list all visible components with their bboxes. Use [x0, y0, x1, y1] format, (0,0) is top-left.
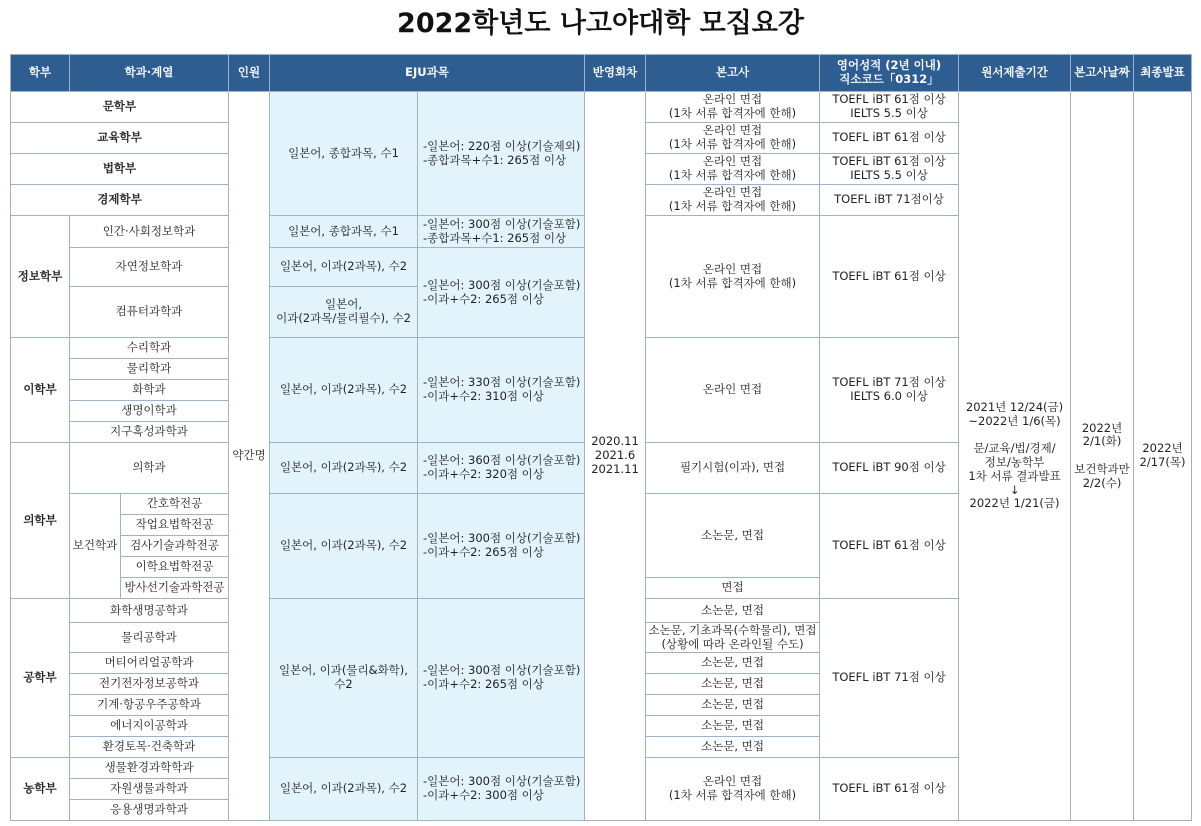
header-row	[11, 55, 1192, 92]
exam-line: (1차 서류 합격자에 한해)	[668, 168, 797, 182]
dept-cell: 에너지이공학과	[70, 716, 229, 737]
round-cell	[585, 92, 646, 821]
english-line: TOEFL iBT 61점 이상	[832, 92, 946, 107]
exam-line: 온라인 면접	[702, 185, 763, 200]
subject-cell: 일본어, 이과(2과목), 수2	[270, 248, 418, 287]
exam-cell	[646, 123, 820, 154]
exam-cell	[646, 154, 820, 185]
major-cell: 방사선기술과학전공	[121, 578, 229, 599]
application-line: 2022년 1/21(금)	[969, 496, 1060, 511]
faculty-cell: 이학부	[11, 338, 70, 443]
subject-cell: 일본어, 종합과목, 수1	[270, 216, 418, 248]
score-line: -일본어: 300점 이상(기술포함)	[423, 216, 581, 231]
subject-line: 일본어,	[325, 297, 362, 312]
subject-line: 일본어, 이과(물리&화학),	[279, 663, 408, 678]
dept-cell: 의학과	[70, 443, 229, 494]
application-line: ~2022년 1/6(목)	[968, 413, 1061, 428]
exam-cell	[646, 216, 820, 338]
english-line: TOEFL iBT 61점 이상	[832, 154, 946, 169]
dept-cell: 머티어리얼공학과	[70, 653, 229, 674]
count-cell: 약간명	[229, 92, 270, 821]
exam-cell: 소논문, 면접	[646, 494, 820, 578]
final-line: 2/17(목)	[1139, 455, 1186, 469]
english-line: IELTS 5.5 이상	[850, 106, 928, 120]
header-count: 인원	[229, 55, 270, 92]
english-cell: TOEFL iBT 71점이상	[820, 185, 959, 216]
english-cell	[820, 154, 959, 185]
application-line: 정보/농학부	[984, 455, 1045, 469]
exam-line: 소논문, 기초과목(수학물리), 면접	[648, 622, 817, 637]
exam-cell: 소논문, 면접	[646, 653, 820, 674]
faculty-cell: 농학부	[11, 758, 70, 821]
faculty-cell: 경제학부	[11, 185, 229, 216]
faculty-cell: 교육학부	[11, 123, 229, 154]
score-line: -이과+수2: 265점 이상	[423, 545, 544, 559]
exam-date-line: 2022년	[1081, 420, 1123, 435]
score-line: -이과+수2: 320점 이상	[423, 467, 544, 481]
round-line: 2021.6	[594, 448, 636, 463]
score-line: -이과+수2: 300점 이상	[423, 788, 544, 802]
exam-cell	[646, 758, 820, 821]
dept-cell: 응용생명과학과	[70, 800, 229, 821]
english-line: TOEFL iBT 71점 이상	[832, 375, 946, 390]
faculty-cell: 의학부	[11, 443, 70, 599]
dept-cell: 인간·사회정보학과	[70, 216, 229, 248]
english-cell: TOEFL iBT 61점 이상	[820, 494, 959, 599]
faculty-cell: 문학부	[11, 92, 229, 123]
score-line: -이과+수2: 310점 이상	[423, 389, 544, 403]
exam-cell: 소논문, 면접	[646, 737, 820, 758]
exam-date-line: 보건학과만	[1074, 461, 1130, 476]
dept-cell: 지구혹성과학과	[70, 422, 229, 443]
exam-cell	[646, 185, 820, 216]
header-english-l2: 직소코드「0312」	[839, 72, 939, 86]
final-line: 2022년	[1142, 441, 1183, 456]
application-line: ↓	[1009, 482, 1020, 497]
subject-cell: 일본어, 이과(2과목), 수2	[270, 494, 418, 599]
header-english	[820, 55, 959, 92]
dept-cell: 물리공학과	[70, 623, 229, 653]
application-line: 1차 서류 결과발표	[968, 468, 1061, 483]
exam-line: 온라인 면접	[702, 123, 763, 138]
dept-cell: 컴퓨터과학과	[70, 287, 229, 338]
score-cell	[418, 248, 585, 338]
subject-cell: 일본어, 이과(2과목), 수2	[270, 443, 418, 494]
faculty-cell: 정보학부	[11, 216, 70, 338]
dept-cell: 수리학과	[70, 338, 229, 359]
score-line: -일본어: 330점 이상(기술포함)	[423, 375, 581, 390]
score-line: -이과+수2: 265점 이상	[423, 291, 544, 306]
exam-cell: 필기시험(이과), 면접	[646, 443, 820, 494]
faculty-cell: 공학부	[11, 599, 70, 758]
dept-cell: 생명이학과	[70, 401, 229, 422]
english-cell	[820, 92, 959, 123]
final-cell	[1134, 92, 1192, 821]
exam-line: (1차 서류 합격자에 한해)	[668, 788, 797, 802]
exam-cell	[646, 92, 820, 123]
major-cell: 간호학전공	[121, 494, 229, 515]
subject-cell: 일본어, 종합과목, 수1	[270, 92, 418, 216]
exam-date-line: 2/2(수)	[1082, 475, 1122, 490]
header-department: 학과·계열	[70, 55, 229, 92]
score-cell	[418, 599, 585, 758]
header-eju: EJU과목	[270, 55, 585, 92]
english-line: IELTS 5.5 이상	[850, 168, 928, 182]
exam-cell: 소논문, 면접	[646, 716, 820, 737]
application-line: 2021년 12/24(금)	[965, 399, 1064, 414]
dept-cell: 환경토목·건축학과	[70, 737, 229, 758]
dept-cell: 보건학과	[70, 494, 121, 599]
header-exam-date: 본고사날짜	[1071, 55, 1134, 92]
english-cell: TOEFL iBT 61점 이상	[820, 758, 959, 821]
application-line: 문/교육/법/경제/	[973, 441, 1056, 456]
subject-cell: 일본어, 이과(2과목), 수2	[270, 758, 418, 821]
dept-cell: 자원생물과학과	[70, 779, 229, 800]
english-cell: TOEFL iBT 61점 이상	[820, 123, 959, 154]
exam-line: 온라인 면접	[702, 774, 763, 789]
header-final: 최종발표	[1134, 55, 1192, 92]
subject-line: 이과(2과목/물리필수), 수2	[276, 311, 411, 325]
score-cell	[418, 494, 585, 599]
exam-line: (1차 서류 합격자에 한해)	[668, 137, 797, 151]
faculty-cell: 법학부	[11, 154, 229, 185]
exam-date-cell	[1071, 92, 1134, 821]
english-cell: TOEFL iBT 61점 이상	[820, 216, 959, 338]
page-title: 2022학년도 나고야대학 모집요강	[397, 8, 804, 39]
score-cell	[418, 338, 585, 443]
english-cell: TOEFL iBT 71점 이상	[820, 599, 959, 758]
score-line: -종합과목+수1: 265점 이상	[423, 152, 567, 167]
exam-cell: 소논문, 면접	[646, 599, 820, 623]
exam-line: (1차 서류 합격자에 한해)	[668, 199, 797, 213]
score-cell	[418, 758, 585, 821]
dept-cell: 기계·항공우주공학과	[70, 695, 229, 716]
exam-line: 온라인 면접	[702, 154, 763, 169]
round-line: 2021.11	[591, 461, 639, 476]
major-cell: 이학요법학전공	[121, 557, 229, 578]
score-line: -종합과목+수1: 265점 이상	[423, 230, 567, 245]
table-row	[11, 92, 1192, 123]
round-line: 2020.11	[591, 434, 639, 449]
admission-table	[10, 54, 1192, 821]
score-line: -일본어: 360점 이상(기술포함)	[423, 453, 581, 468]
header-application: 원서제출기간	[959, 55, 1071, 92]
dept-cell: 화학생명공학과	[70, 599, 229, 623]
score-line: -이과+수2: 265점 이상	[423, 677, 544, 691]
major-cell: 검사기술과학전공	[121, 536, 229, 557]
exam-line: (1차 서류 합격자에 한해)	[668, 106, 797, 120]
english-cell: TOEFL iBT 90점 이상	[820, 443, 959, 494]
score-line: -일본어: 300점 이상(기술포함)	[423, 774, 581, 789]
score-cell	[418, 92, 585, 216]
score-line: -일본어: 300점 이상(기술포함)	[423, 531, 581, 546]
dept-cell: 자연정보학과	[70, 248, 229, 287]
dept-cell: 화학과	[70, 380, 229, 401]
score-cell	[418, 443, 585, 494]
header-exam: 본고사	[646, 55, 820, 92]
major-cell: 작업요법학전공	[121, 515, 229, 536]
header-round: 반영회차	[585, 55, 646, 92]
subject-cell	[270, 599, 418, 758]
english-line: IELTS 6.0 이상	[850, 389, 928, 403]
subject-cell	[270, 287, 418, 338]
score-line: -일본어: 300점 이상(기술포함)	[423, 277, 581, 292]
application-cell	[959, 92, 1071, 821]
exam-cell	[646, 623, 820, 653]
exam-cell: 소논문, 면접	[646, 695, 820, 716]
dept-cell: 물리학과	[70, 359, 229, 380]
exam-date-line: 2/1(화)	[1082, 434, 1122, 449]
exam-line: (상황에 따라 온라인될 수도)	[661, 636, 804, 651]
exam-line: (1차 서류 합격자에 한해)	[668, 275, 797, 290]
exam-line: 온라인 면접	[702, 261, 763, 276]
score-cell	[418, 216, 585, 248]
subject-cell: 일본어, 이과(2과목), 수2	[270, 338, 418, 443]
exam-cell: 온라인 면접	[646, 338, 820, 443]
header-faculty: 학부	[11, 55, 70, 92]
header-english-l1: 영어성적 (2년 이내)	[836, 58, 942, 73]
exam-line: 온라인 면접	[702, 92, 763, 107]
dept-cell: 생물환경과학학과	[70, 758, 229, 779]
english-cell	[820, 338, 959, 443]
subject-line: 수2	[334, 677, 353, 691]
exam-cell: 면접	[646, 578, 820, 599]
dept-cell: 전기전자정보공학과	[70, 674, 229, 695]
exam-cell: 소논문, 면접	[646, 674, 820, 695]
score-line: -일본어: 220점 이상(기술제외)	[423, 138, 581, 153]
score-line: -일본어: 300점 이상(기술포함)	[423, 663, 581, 678]
